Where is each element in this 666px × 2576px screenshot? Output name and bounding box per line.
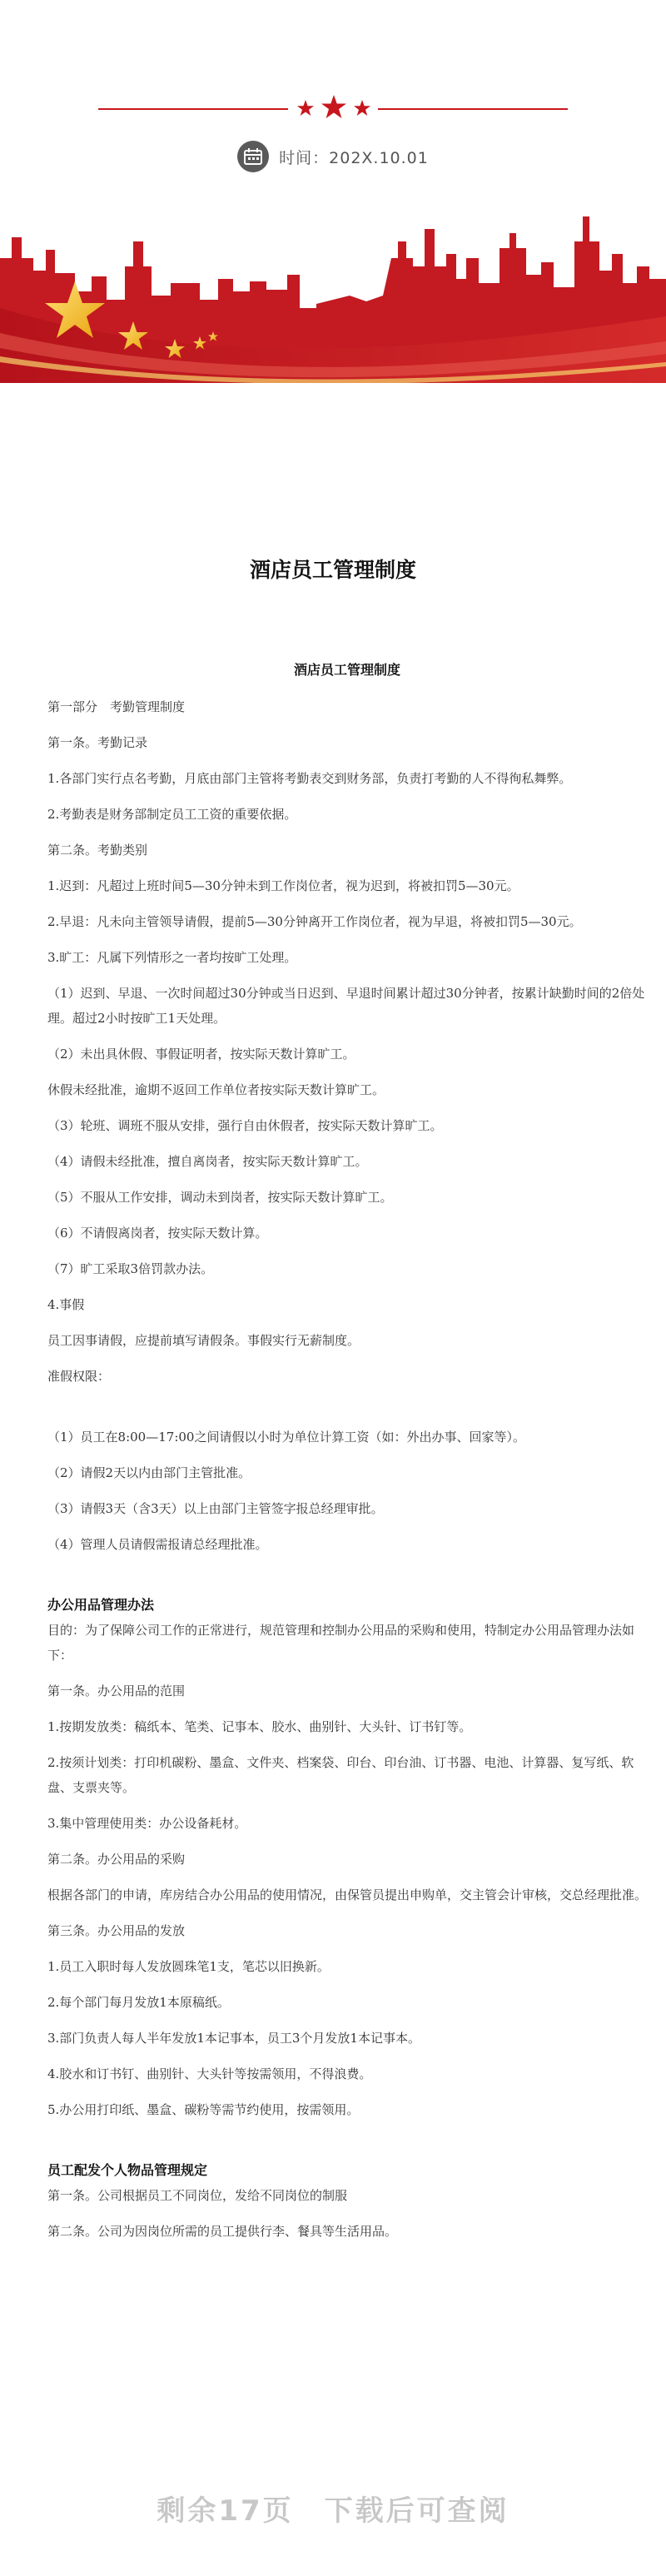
date-row xyxy=(0,140,666,173)
paragraph: （6）不请假离岗者，按实际天数计算。 xyxy=(47,1226,268,1241)
paragraph: 4.事假 xyxy=(47,1297,85,1312)
office-supplies-section xyxy=(47,1618,647,2122)
divider-right xyxy=(378,108,568,110)
paragraph: （4）请假未经批准，擅自离岗者，按实际天数计算旷工。 xyxy=(47,1154,368,1169)
attendance-section xyxy=(47,694,647,1389)
paragraph: （7）旷工采取3倍罚款办法。 xyxy=(47,1261,214,1276)
paragraph: 第一条。公司根据员工不同岗位，发给不同岗位的制服 xyxy=(47,2188,348,2203)
paragraph: （3）轮班、调班不服从安排，强行自由休假者，按实际天数计算旷工。 xyxy=(47,1118,443,1133)
calendar-icon xyxy=(237,141,269,172)
paragraph: 1.按期发放类：稿纸本、笔类、记事本、胶水、曲别针、大头针、订书钉等。 xyxy=(47,1719,472,1734)
paragraph: 根据各部门的申请，库房结合办公用品的使用情况，由保管员提出申购单，交主管会计审核，交总经理批准。 xyxy=(47,1887,648,1902)
paragraph: 第三条。办公用品的发放 xyxy=(47,1923,186,1938)
paragraph: 3.集中管理使用类：办公设备耗材。 xyxy=(47,1816,247,1831)
paragraph: （5）不服从工作安排，调动未到岗者，按实际天数计算旷工。 xyxy=(47,1190,393,1205)
paragraph: （3）请假3天（含3天）以上由部门主管签字报总经理审批。 xyxy=(47,1501,384,1516)
paragraph: 2.考勤表是财务部制定员工工资的重要依据。 xyxy=(47,807,297,822)
paragraph: 第二条。考勤类别 xyxy=(47,843,148,858)
document-body xyxy=(47,658,647,2255)
paragraph: 2.按须计划类：打印机碳粉、墨盒、文件夹、档案袋、印台、印台油、订书器、电池、计算器、复写纸、软盘、支票夹等。 xyxy=(47,1755,634,1795)
paragraph: 1.各部门实行点名考勤，月底由部门主管将考勤表交到财务部，负责打考勤的人不得徇私舞弊。 xyxy=(47,771,572,786)
paragraph: 第二条。公司为因岗位所需的员工提供行李、餐具等生活用品。 xyxy=(47,2224,398,2239)
page-title: 酒店员工管理制度 xyxy=(249,558,416,582)
paragraph: （1）迟到、早退、一次时间超过30分钟或当日迟到、早退时间累计超过30分钟者，按累计缺勤时间的2倍处理。超过2小时按旷工1天处理。 xyxy=(47,986,645,1026)
paragraph: 5.办公用打印纸、墨盒、碳粉等需节约使用，按需领用。 xyxy=(47,2102,360,2117)
section-heading: 员工配发个人物品管理规定 xyxy=(47,2162,208,2178)
paragraph: （2）未出具休假、事假证明者，按实际天数计算旷工。 xyxy=(47,1047,355,1062)
paragraph: （2）请假2天以内由部门主管批准。 xyxy=(47,1465,251,1480)
divider-left xyxy=(98,108,288,110)
paragraph: 3.部门负责人每人半年发放1本记事本，员工3个月发放1本记事本。 xyxy=(47,2031,420,2046)
paragraph: 准假权限： xyxy=(47,1369,111,1384)
header-decoration xyxy=(0,0,666,383)
star-icon xyxy=(296,93,372,123)
paragraph: 第一条。办公用品的范围 xyxy=(47,1683,186,1698)
paragraph: 员工因事请假，应提前填写请假条。事假实行无薪制度。 xyxy=(47,1333,360,1348)
section-subtitle: 酒店员工管理制度 xyxy=(293,662,400,678)
download-prompt[interactable]: 剩余17页 下载后可查阅 xyxy=(157,2494,509,2528)
city-skyline-banner xyxy=(0,208,666,383)
paragraph: 第一条。考勤记录 xyxy=(47,735,148,750)
paragraph: （1）员工在8:00—17:00之间请假以小时为单位计算工资（如：外出办事、回家等）。 xyxy=(47,1430,525,1445)
paragraph: 1.迟到：凡超过上班时间5—30分钟未到工作岗位者，视为迟到，将被扣罚5—30元。 xyxy=(47,878,519,893)
paragraph: 3.旷工：凡属下列情形之一者均按旷工处理。 xyxy=(47,950,297,965)
paragraph: 第一部分 考勤管理制度 xyxy=(47,699,186,714)
leave-authority-list xyxy=(47,1425,647,1557)
paragraph: 目的：为了保障公司工作的正常进行，规范管理和控制办公用品的采购和使用，特制定办公用品管理办法如下： xyxy=(47,1623,635,1663)
paragraph: 1.员工入职时每人发放圆珠笔1支，笔芯以旧换新。 xyxy=(47,1959,330,1974)
date-text: 时间：202X.10.01 xyxy=(279,148,429,167)
paragraph: 第二条。办公用品的采购 xyxy=(47,1852,186,1867)
paragraph: 2.早退：凡未向主管领导请假，提前5—30分钟离开工作岗位者，视为早退，将被扣罚5—30元。 xyxy=(47,914,582,929)
personal-items-section xyxy=(47,2183,647,2244)
paragraph: （4）管理人员请假需报请总经理批准。 xyxy=(47,1537,268,1552)
paragraph: 4.胶水和订书钉、曲别针、大头针等按需领用，不得浪费。 xyxy=(47,2066,372,2081)
paragraph: 休假未经批准，逾期不返回工作单位者按实际天数计算旷工。 xyxy=(47,1082,385,1097)
paragraph: 2.每个部门每月发放1本原稿纸。 xyxy=(47,1995,230,2010)
section-heading: 办公用品管理办法 xyxy=(47,1597,155,1613)
